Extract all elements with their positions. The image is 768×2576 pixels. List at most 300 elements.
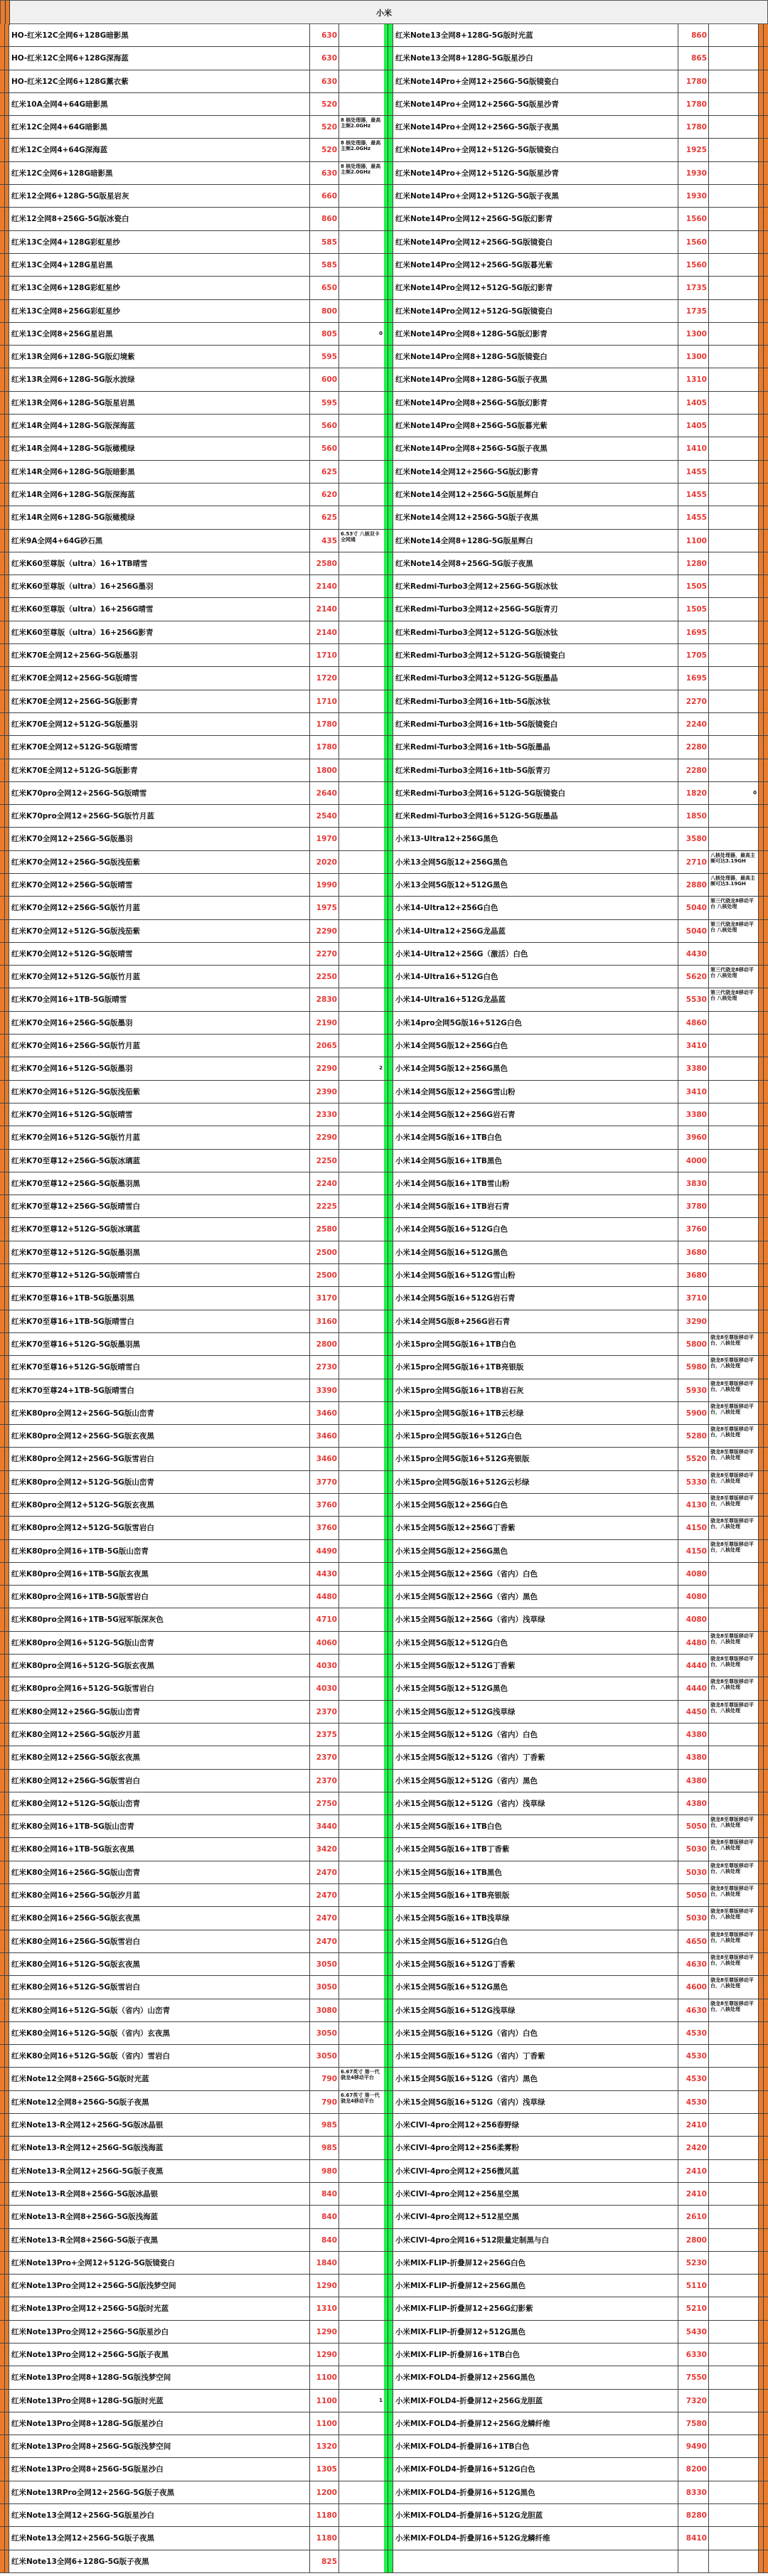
right-price-cell[interactable] [678, 2137, 709, 2159]
left-product-cell[interactable] [9, 530, 310, 552]
right-price-cell[interactable] [678, 1517, 709, 1539]
left-price-cell[interactable] [310, 1632, 339, 1654]
left-product-cell[interactable] [9, 966, 310, 988]
right-note-cell[interactable] [709, 1333, 759, 1355]
left-price-cell[interactable] [310, 70, 339, 92]
left-price-cell[interactable] [310, 828, 339, 850]
left-note-cell[interactable] [339, 1287, 384, 1309]
right-note-cell[interactable] [709, 47, 759, 69]
left-product-cell[interactable] [9, 1861, 310, 1883]
right-price-cell[interactable] [678, 1172, 709, 1195]
left-product-cell[interactable] [9, 1241, 310, 1263]
right-product-cell[interactable] [393, 1861, 678, 1883]
right-price-cell[interactable] [678, 2114, 709, 2136]
right-price-cell[interactable] [678, 1150, 709, 1172]
left-product-cell[interactable] [9, 1264, 310, 1286]
left-product-cell[interactable] [9, 2022, 310, 2044]
left-price-cell[interactable] [310, 2206, 339, 2228]
left-note-cell[interactable] [339, 116, 384, 138]
left-price-cell[interactable] [310, 1195, 339, 1217]
right-note-cell[interactable] [709, 2183, 759, 2205]
left-note-cell[interactable] [339, 1677, 384, 1699]
left-note-cell[interactable] [339, 621, 384, 643]
right-note-cell[interactable] [709, 437, 759, 459]
right-price-cell[interactable] [678, 782, 709, 804]
right-product-cell[interactable] [393, 2481, 678, 2503]
right-product-cell[interactable] [393, 437, 678, 459]
right-price-cell[interactable] [678, 1999, 709, 2021]
left-note-cell[interactable] [339, 2527, 384, 2549]
left-note-cell[interactable] [339, 2321, 384, 2343]
left-product-cell[interactable] [9, 2297, 310, 2319]
left-price-cell[interactable] [310, 1586, 339, 1608]
left-note-cell[interactable] [339, 1815, 384, 1837]
left-note-cell[interactable] [339, 1838, 384, 1860]
left-price-cell[interactable] [310, 2321, 339, 2343]
left-product-cell[interactable] [9, 2343, 310, 2366]
left-note-cell[interactable] [339, 208, 384, 230]
right-note-cell[interactable] [709, 1218, 759, 1240]
left-note-cell[interactable] [339, 2550, 384, 2572]
left-note-cell[interactable] [339, 139, 384, 161]
right-product-cell[interactable] [393, 1746, 678, 1768]
right-product-cell[interactable] [393, 1448, 678, 1470]
right-product-cell[interactable] [393, 713, 678, 735]
right-note-cell[interactable] [709, 2114, 759, 2136]
left-note-cell[interactable] [339, 943, 384, 965]
left-product-cell[interactable] [9, 759, 310, 781]
right-note-cell[interactable] [709, 162, 759, 184]
left-product-cell[interactable] [9, 47, 310, 69]
left-note-cell[interactable] [339, 2390, 384, 2412]
right-note-cell[interactable] [709, 1448, 759, 1470]
left-product-cell[interactable] [9, 1701, 310, 1723]
right-product-cell[interactable] [393, 323, 678, 345]
right-price-cell[interactable] [678, 1746, 709, 1768]
left-note-cell[interactable] [339, 575, 384, 597]
left-product-cell[interactable] [9, 323, 310, 345]
right-price-cell[interactable] [678, 1494, 709, 1516]
left-price-cell[interactable] [310, 93, 339, 115]
right-price-cell[interactable] [678, 1563, 709, 1585]
left-product-cell[interactable] [9, 1540, 310, 1562]
left-note-cell[interactable] [339, 1241, 384, 1263]
left-note-cell[interactable] [339, 1540, 384, 1562]
right-product-cell[interactable] [393, 2068, 678, 2090]
right-price-cell[interactable] [678, 1815, 709, 1837]
left-price-cell[interactable] [310, 2045, 339, 2067]
left-price-cell[interactable] [310, 506, 339, 528]
right-note-cell[interactable] [709, 2527, 759, 2549]
left-note-cell[interactable] [339, 506, 384, 528]
left-price-cell[interactable] [310, 1746, 339, 1768]
left-price-cell[interactable] [310, 1471, 339, 1493]
left-price-cell[interactable] [310, 1723, 339, 1746]
right-product-cell[interactable] [393, 828, 678, 850]
left-price-cell[interactable] [310, 690, 339, 712]
right-note-cell[interactable] [709, 1930, 759, 1952]
left-note-cell[interactable] [339, 2160, 384, 2182]
left-product-cell[interactable] [9, 277, 310, 299]
left-product-cell[interactable] [9, 162, 310, 184]
left-product-cell[interactable] [9, 1677, 310, 1699]
right-product-cell[interactable] [393, 392, 678, 414]
right-price-cell[interactable] [678, 1081, 709, 1103]
left-price-cell[interactable] [310, 1310, 339, 1332]
right-product-cell[interactable] [393, 1838, 678, 1860]
right-product-cell[interactable] [393, 1563, 678, 1585]
right-note-cell[interactable] [709, 277, 759, 299]
right-product-cell[interactable] [393, 2504, 678, 2526]
right-price-cell[interactable] [678, 2206, 709, 2228]
right-price-cell[interactable] [678, 70, 709, 92]
right-note-cell[interactable] [709, 368, 759, 390]
left-product-cell[interactable] [9, 24, 310, 46]
right-note-cell[interactable] [709, 1884, 759, 1906]
right-price-cell[interactable] [678, 2183, 709, 2205]
left-price-cell[interactable] [310, 621, 339, 643]
right-note-cell[interactable] [709, 1838, 759, 1860]
left-product-cell[interactable] [9, 2229, 310, 2251]
right-note-cell[interactable] [709, 1815, 759, 1837]
right-price-cell[interactable] [678, 346, 709, 368]
right-product-cell[interactable] [393, 1701, 678, 1723]
left-note-cell[interactable] [339, 185, 384, 207]
left-note-cell[interactable] [339, 1402, 384, 1424]
right-note-cell[interactable] [709, 943, 759, 965]
left-price-cell[interactable] [310, 988, 339, 1010]
right-product-cell[interactable] [393, 1930, 678, 1952]
right-note-cell[interactable] [709, 1264, 759, 1286]
right-product-cell[interactable] [393, 736, 678, 758]
right-price-cell[interactable] [678, 552, 709, 574]
left-product-cell[interactable] [9, 920, 310, 942]
right-price-cell[interactable] [678, 2550, 709, 2572]
right-note-cell[interactable] [709, 530, 759, 552]
left-price-cell[interactable] [310, 2022, 339, 2044]
right-product-cell[interactable] [393, 1586, 678, 1608]
left-product-cell[interactable] [9, 1012, 310, 1034]
right-price-cell[interactable] [678, 667, 709, 689]
right-note-cell[interactable] [709, 1723, 759, 1746]
left-product-cell[interactable] [9, 851, 310, 873]
left-note-cell[interactable] [339, 782, 384, 804]
right-price-cell[interactable] [678, 1838, 709, 1860]
right-product-cell[interactable] [393, 415, 678, 437]
right-note-cell[interactable] [709, 1241, 759, 1263]
left-product-cell[interactable] [9, 1310, 310, 1332]
left-product-cell[interactable] [9, 2366, 310, 2388]
right-product-cell[interactable] [393, 598, 678, 620]
right-price-cell[interactable] [678, 943, 709, 965]
left-product-cell[interactable] [9, 1471, 310, 1493]
left-note-cell[interactable] [339, 162, 384, 184]
left-note-cell[interactable] [339, 1172, 384, 1195]
left-note-cell[interactable] [339, 1563, 384, 1585]
right-product-cell[interactable] [393, 966, 678, 988]
right-note-cell[interactable] [709, 1287, 759, 1309]
left-product-cell[interactable] [9, 2527, 310, 2549]
right-price-cell[interactable] [678, 162, 709, 184]
left-price-cell[interactable] [310, 2183, 339, 2205]
left-note-cell[interactable] [339, 1471, 384, 1493]
left-product-cell[interactable] [9, 1218, 310, 1240]
right-price-cell[interactable] [678, 1792, 709, 1815]
right-note-cell[interactable] [709, 2068, 759, 2090]
right-price-cell[interactable] [678, 1356, 709, 1378]
right-product-cell[interactable] [393, 368, 678, 390]
left-price-cell[interactable] [310, 392, 339, 414]
left-note-cell[interactable] [339, 667, 384, 689]
left-product-cell[interactable] [9, 1907, 310, 1929]
right-product-cell[interactable] [393, 1999, 678, 2021]
left-price-cell[interactable] [310, 598, 339, 620]
right-price-cell[interactable] [678, 323, 709, 345]
left-price-cell[interactable] [310, 1035, 339, 1057]
left-note-cell[interactable] [339, 1195, 384, 1217]
right-price-cell[interactable] [678, 231, 709, 253]
left-note-cell[interactable] [339, 1333, 384, 1355]
left-product-cell[interactable] [9, 1126, 310, 1148]
right-note-cell[interactable] [709, 300, 759, 322]
left-price-cell[interactable] [310, 1448, 339, 1470]
right-price-cell[interactable] [678, 2252, 709, 2274]
left-price-cell[interactable] [310, 346, 339, 368]
right-note-cell[interactable] [709, 575, 759, 597]
left-note-cell[interactable] [339, 966, 384, 988]
right-product-cell[interactable] [393, 2527, 678, 2549]
right-note-cell[interactable] [709, 1907, 759, 1929]
left-product-cell[interactable] [9, 667, 310, 689]
left-price-cell[interactable] [310, 1218, 339, 1240]
right-note-cell[interactable] [709, 1172, 759, 1195]
left-product-cell[interactable] [9, 988, 310, 1010]
left-product-cell[interactable] [9, 1953, 310, 1975]
left-product-cell[interactable] [9, 483, 310, 506]
right-note-cell[interactable] [709, 2390, 759, 2412]
right-product-cell[interactable] [393, 162, 678, 184]
right-product-cell[interactable] [393, 70, 678, 92]
left-product-cell[interactable] [9, 2183, 310, 2205]
left-price-cell[interactable] [310, 575, 339, 597]
left-product-cell[interactable] [9, 1563, 310, 1585]
left-price-cell[interactable] [310, 2481, 339, 2503]
left-product-cell[interactable] [9, 1402, 310, 1424]
left-price-cell[interactable] [310, 1540, 339, 1562]
right-product-cell[interactable] [393, 851, 678, 873]
right-product-cell[interactable] [393, 2366, 678, 2388]
right-note-cell[interactable] [709, 713, 759, 735]
left-price-cell[interactable] [310, 713, 339, 735]
left-price-cell[interactable] [310, 759, 339, 781]
right-product-cell[interactable] [393, 1195, 678, 1217]
right-product-cell[interactable] [393, 2252, 678, 2274]
right-price-cell[interactable] [678, 415, 709, 437]
right-product-cell[interactable] [393, 300, 678, 322]
left-price-cell[interactable] [310, 2252, 339, 2274]
left-product-cell[interactable] [9, 598, 310, 620]
right-price-cell[interactable] [678, 1057, 709, 1079]
left-product-cell[interactable] [9, 782, 310, 804]
left-note-cell[interactable] [339, 2343, 384, 2366]
right-note-cell[interactable] [709, 1746, 759, 1768]
right-price-cell[interactable] [678, 644, 709, 666]
left-note-cell[interactable] [339, 1035, 384, 1057]
left-product-cell[interactable] [9, 2068, 310, 2090]
right-product-cell[interactable] [393, 1907, 678, 1929]
right-product-cell[interactable] [393, 2275, 678, 2297]
left-note-cell[interactable] [339, 1012, 384, 1034]
right-price-cell[interactable] [678, 713, 709, 735]
right-note-cell[interactable] [709, 1471, 759, 1493]
right-product-cell[interactable] [393, 575, 678, 597]
left-product-cell[interactable] [9, 93, 310, 115]
right-note-cell[interactable] [709, 185, 759, 207]
left-price-cell[interactable] [310, 415, 339, 437]
right-product-cell[interactable] [393, 231, 678, 253]
right-product-cell[interactable] [393, 2435, 678, 2457]
right-price-cell[interactable] [678, 988, 709, 1010]
left-price-cell[interactable] [310, 2458, 339, 2480]
left-note-cell[interactable] [339, 2412, 384, 2435]
right-price-cell[interactable] [678, 2160, 709, 2182]
left-price-cell[interactable] [310, 805, 339, 827]
right-note-cell[interactable] [709, 621, 759, 643]
right-price-cell[interactable] [678, 1402, 709, 1424]
left-note-cell[interactable] [339, 1081, 384, 1103]
left-price-cell[interactable] [310, 254, 339, 276]
right-product-cell[interactable] [393, 759, 678, 781]
right-price-cell[interactable] [678, 690, 709, 712]
left-price-cell[interactable] [310, 437, 339, 459]
left-price-cell[interactable] [310, 851, 339, 873]
right-price-cell[interactable] [678, 483, 709, 506]
right-note-cell[interactable] [709, 1057, 759, 1079]
right-price-cell[interactable] [678, 1012, 709, 1034]
left-price-cell[interactable] [310, 1907, 339, 1929]
right-product-cell[interactable] [393, 506, 678, 528]
right-price-cell[interactable] [678, 2091, 709, 2113]
left-price-cell[interactable] [310, 2343, 339, 2366]
right-note-cell[interactable] [709, 2343, 759, 2366]
left-price-cell[interactable] [310, 1402, 339, 1424]
right-note-cell[interactable] [709, 1356, 759, 1378]
left-note-cell[interactable] [339, 1770, 384, 1792]
right-product-cell[interactable] [393, 2458, 678, 2480]
left-note-cell[interactable] [339, 2114, 384, 2136]
left-product-cell[interactable] [9, 2206, 310, 2228]
left-product-cell[interactable] [9, 1035, 310, 1057]
left-product-cell[interactable] [9, 2091, 310, 2113]
right-price-cell[interactable] [678, 759, 709, 781]
left-note-cell[interactable] [339, 1792, 384, 1815]
right-product-cell[interactable] [393, 1608, 678, 1630]
left-product-cell[interactable] [9, 506, 310, 528]
right-note-cell[interactable] [709, 506, 759, 528]
right-product-cell[interactable] [393, 1333, 678, 1355]
right-product-cell[interactable] [393, 805, 678, 827]
right-note-cell[interactable] [709, 2321, 759, 2343]
right-price-cell[interactable] [678, 2068, 709, 2090]
left-price-cell[interactable] [310, 1677, 339, 1699]
right-note-cell[interactable] [709, 1563, 759, 1585]
left-note-cell[interactable] [339, 2458, 384, 2480]
right-price-cell[interactable] [678, 851, 709, 873]
right-product-cell[interactable] [393, 874, 678, 896]
right-price-cell[interactable] [678, 1976, 709, 1998]
left-note-cell[interactable] [339, 1861, 384, 1883]
right-note-cell[interactable] [709, 2297, 759, 2319]
left-price-cell[interactable] [310, 300, 339, 322]
left-price-cell[interactable] [310, 368, 339, 390]
left-product-cell[interactable] [9, 2550, 310, 2572]
left-price-cell[interactable] [310, 231, 339, 253]
left-product-cell[interactable] [9, 346, 310, 368]
right-product-cell[interactable] [393, 116, 678, 138]
right-note-cell[interactable] [709, 1310, 759, 1332]
right-note-cell[interactable] [709, 988, 759, 1010]
left-note-cell[interactable] [339, 690, 384, 712]
left-product-cell[interactable] [9, 874, 310, 896]
right-product-cell[interactable] [393, 1517, 678, 1539]
left-price-cell[interactable] [310, 1264, 339, 1286]
right-note-cell[interactable] [709, 920, 759, 942]
right-note-cell[interactable] [709, 1999, 759, 2021]
left-note-cell[interactable] [339, 988, 384, 1010]
left-note-cell[interactable] [339, 415, 384, 437]
right-note-cell[interactable] [709, 2458, 759, 2480]
right-product-cell[interactable] [393, 1677, 678, 1699]
left-price-cell[interactable] [310, 966, 339, 988]
right-product-cell[interactable] [393, 690, 678, 712]
right-price-cell[interactable] [678, 208, 709, 230]
left-product-cell[interactable] [9, 208, 310, 230]
right-product-cell[interactable] [393, 1655, 678, 1677]
right-note-cell[interactable] [709, 323, 759, 345]
left-note-cell[interactable] [339, 437, 384, 459]
left-product-cell[interactable] [9, 1356, 310, 1378]
left-note-cell[interactable] [339, 2022, 384, 2044]
right-product-cell[interactable] [393, 208, 678, 230]
left-note-cell[interactable] [339, 1448, 384, 1470]
right-price-cell[interactable] [678, 1218, 709, 1240]
left-product-cell[interactable] [9, 2114, 310, 2136]
right-product-cell[interactable] [393, 93, 678, 115]
right-price-cell[interactable] [678, 1126, 709, 1148]
right-note-cell[interactable] [709, 2275, 759, 2297]
right-product-cell[interactable] [393, 1356, 678, 1378]
left-product-cell[interactable] [9, 185, 310, 207]
left-price-cell[interactable] [310, 2435, 339, 2457]
right-note-cell[interactable] [709, 805, 759, 827]
left-price-cell[interactable] [310, 2137, 339, 2159]
right-note-cell[interactable] [709, 1586, 759, 1608]
left-product-cell[interactable] [9, 1999, 310, 2021]
left-note-cell[interactable] [339, 1701, 384, 1723]
left-product-cell[interactable] [9, 690, 310, 712]
right-note-cell[interactable] [709, 415, 759, 437]
right-price-cell[interactable] [678, 1310, 709, 1332]
left-price-cell[interactable] [310, 644, 339, 666]
left-product-cell[interactable] [9, 1632, 310, 1654]
right-product-cell[interactable] [393, 47, 678, 69]
left-note-cell[interactable] [339, 2045, 384, 2067]
right-price-cell[interactable] [678, 506, 709, 528]
left-note-cell[interactable] [339, 323, 384, 345]
right-note-cell[interactable] [709, 1012, 759, 1034]
right-note-cell[interactable] [709, 690, 759, 712]
left-product-cell[interactable] [9, 1333, 310, 1355]
